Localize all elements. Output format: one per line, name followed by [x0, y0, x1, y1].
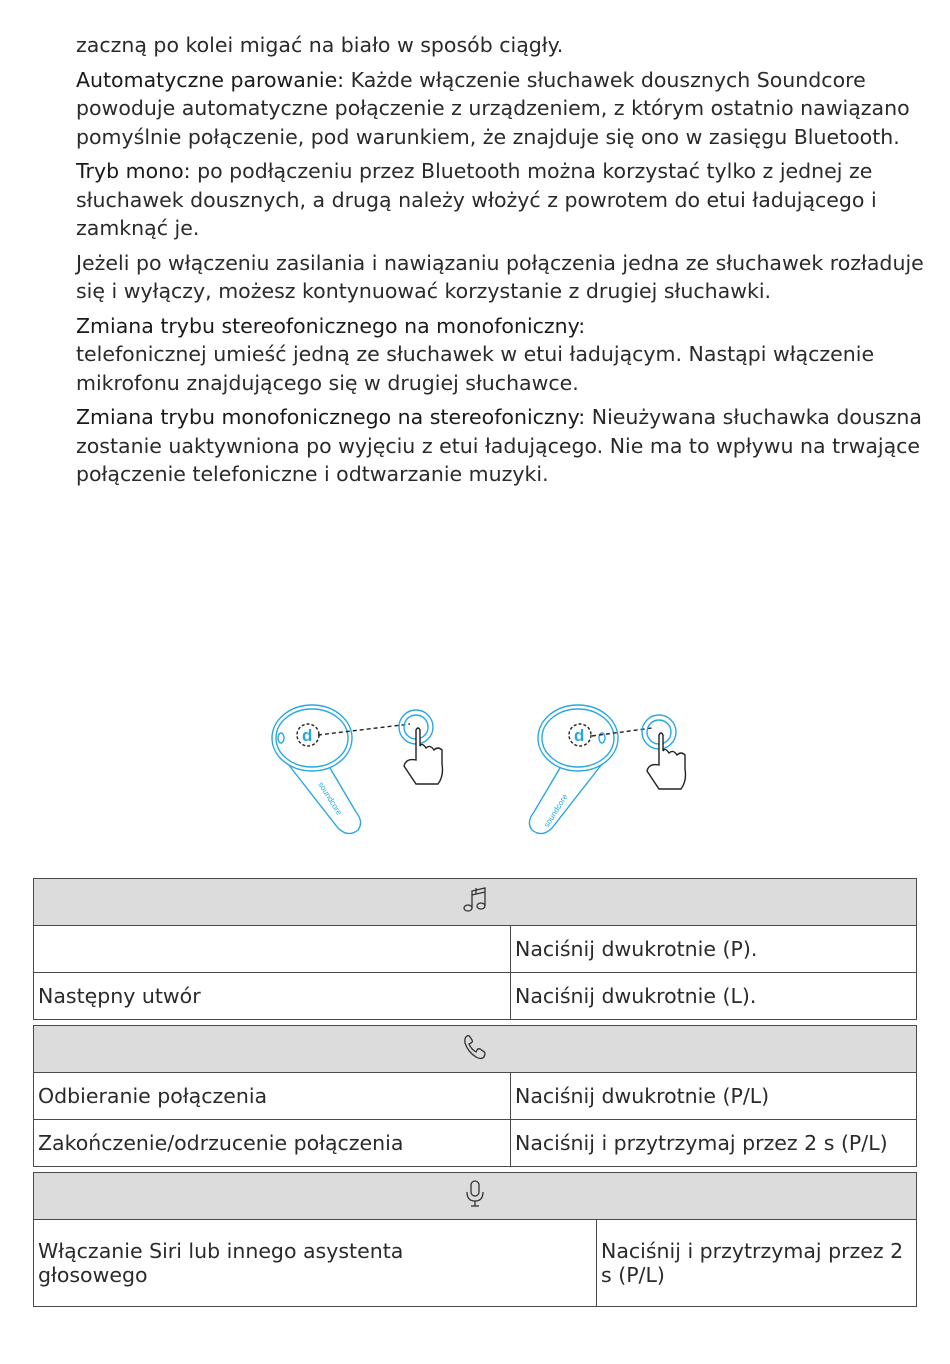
paragraph-mono-to-stereo: [76, 403, 926, 489]
paragraph-text: Każde włączenie słuchawek dousznych Soundcore powoduje automatyczne połączenie z urządzeniem, z którym ostatnio nawiązano pomyślnie połączenie, pod warunkiem, że znajduje się ono w zasięgu Bluetooth.: [76, 67, 910, 149]
action-cell: [34, 926, 511, 973]
term-auto-pairing: Automatyczne parowanie:: [76, 67, 345, 92]
brand-label-left: soundcore: [316, 780, 344, 817]
paragraph-text: Jeżeli po włączeniu zasilania i nawiązaniu połączenia jedna ze słuchawek rozładuje się i wyłączy, możesz kontynuować korzystanie z drugiej słuchawki.: [76, 250, 924, 303]
right-earbud: [529, 705, 618, 834]
table-row: [34, 1220, 917, 1307]
music-note-icon: [462, 886, 488, 919]
term-mono-mode: Tryb mono:: [76, 159, 191, 183]
table-row: [34, 1073, 917, 1120]
brand-label-right: soundcore: [542, 792, 570, 830]
paragraph-auto-pairing: [76, 66, 926, 152]
action-cell: Włączanie Siri lub innego asystenta głosowego: [34, 1220, 597, 1307]
svg-text:d: d: [302, 726, 313, 745]
tap-indicator-right: [642, 715, 686, 789]
gesture-cell: Naciśnij dwukrotnie (P/L): [511, 1073, 917, 1120]
microphone-icon: [464, 1179, 486, 1214]
action-cell: Zakończenie/odrzucenie połączenia: [34, 1120, 511, 1167]
music-controls-table: [33, 878, 917, 1020]
action-cell: Odbieranie połączenia: [34, 1073, 511, 1120]
paragraph-mono-mode: [76, 157, 926, 243]
paragraph-battery: [76, 249, 926, 306]
instructions-text: [76, 31, 926, 495]
action-cell: Następny utwór: [34, 973, 511, 1020]
gesture-cell: Naciśnij i przytrzymaj przez 2 s (P/L): [511, 1120, 917, 1167]
earbuds-svg: [260, 700, 700, 845]
table-header: [34, 1026, 917, 1073]
svg-text:d: d: [574, 726, 585, 745]
table-header: [34, 879, 917, 926]
gesture-cell: Naciśnij i przytrzymaj przez 2 s (P/L): [597, 1220, 917, 1307]
paragraph-text: po podłączeniu przez Bluetooth można korzystać tylko z jednej ze słuchawek dousznych, a drugą należy włożyć z powrotem do etui ładującego i zamknąć je.: [76, 159, 877, 240]
term-stereo-to-mono: Zmiana trybu stereofonicznego na monofoniczny:: [76, 313, 586, 338]
term-mono-to-stereo: Zmiana trybu monofonicznego na stereofoniczny:: [76, 405, 586, 429]
paragraph-text: telefonicznej umieść jedną ze słuchawek w etui ładującym. Nastąpi włączenie mikrofonu znajdującego się w drugiej słuchawce.: [76, 342, 875, 395]
gesture-cell: Naciśnij dwukrotnie (L).: [511, 973, 917, 1020]
paragraph-text: Nieużywana słuchawka douszna zostanie uaktywniona po wyjęciu z etui ładującego. Nie ma to wpływu na trwające połączenie telefoniczne i odtwarzanie muzyki.: [76, 405, 922, 486]
tap-indicator-left: [399, 710, 443, 784]
voice-assistant-table: [33, 1172, 917, 1307]
table-row: [34, 926, 917, 973]
table-header: [34, 1173, 917, 1220]
paragraph-text: zaczną po kolei migać na biało w sposób ciągły.: [76, 33, 564, 57]
call-controls-table: [33, 1025, 917, 1167]
earbuds-touch-illustration: [260, 700, 700, 845]
table-row: [34, 1120, 917, 1167]
paragraph-intro-cont: [76, 31, 926, 60]
left-earbud: [272, 705, 361, 834]
paragraph-stereo-to-mono: [76, 312, 926, 398]
phone-icon: [462, 1033, 488, 1066]
table-row: [34, 973, 917, 1020]
gesture-cell: Naciśnij dwukrotnie (P).: [511, 926, 917, 973]
